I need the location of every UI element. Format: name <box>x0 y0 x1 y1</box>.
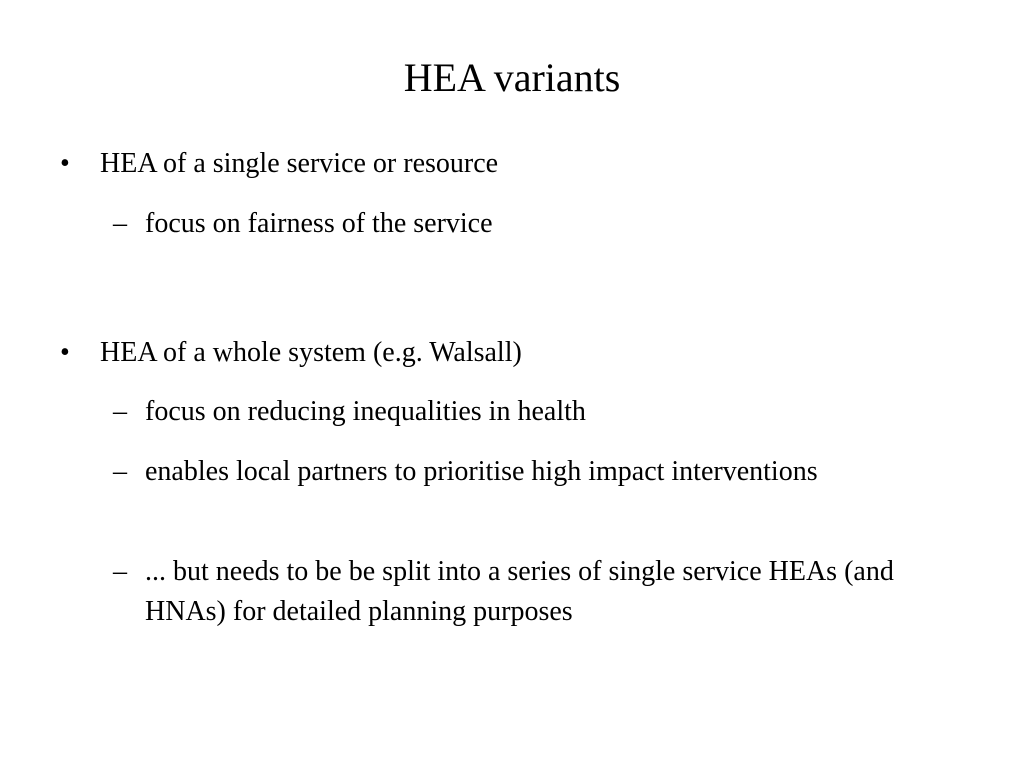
sub-bullet-text: enables local partners to prioritise high impact interventions <box>145 456 818 487</box>
bullet-text: HEA of a whole system (e.g. Walsall) <box>100 337 522 368</box>
bullet-text: HEA of a single service or resource <box>100 148 499 179</box>
sub-bullet-text: ... but needs to be be split into a series of single service HEAs (and HNAs) for detailed planning purposes <box>145 556 894 627</box>
sub-bullet-item <box>113 392 915 432</box>
sub-bullet-text: focus on reducing inequalities in health <box>145 396 586 427</box>
bullet-marker: • <box>60 148 70 179</box>
bullet-item <box>60 144 960 184</box>
sub-bullet-item <box>113 204 915 244</box>
slide-title: HEA variants <box>403 55 621 100</box>
sub-bullet-item <box>113 552 915 632</box>
dash-marker: – <box>113 556 127 587</box>
dash-marker: – <box>113 208 127 239</box>
bullet-marker: • <box>60 337 70 368</box>
dash-marker: – <box>113 396 127 427</box>
sub-bullet-text: focus on fairness of the service <box>145 208 493 239</box>
sub-bullet-item <box>113 452 825 492</box>
dash-marker: – <box>113 456 127 487</box>
bullet-item <box>60 333 960 373</box>
